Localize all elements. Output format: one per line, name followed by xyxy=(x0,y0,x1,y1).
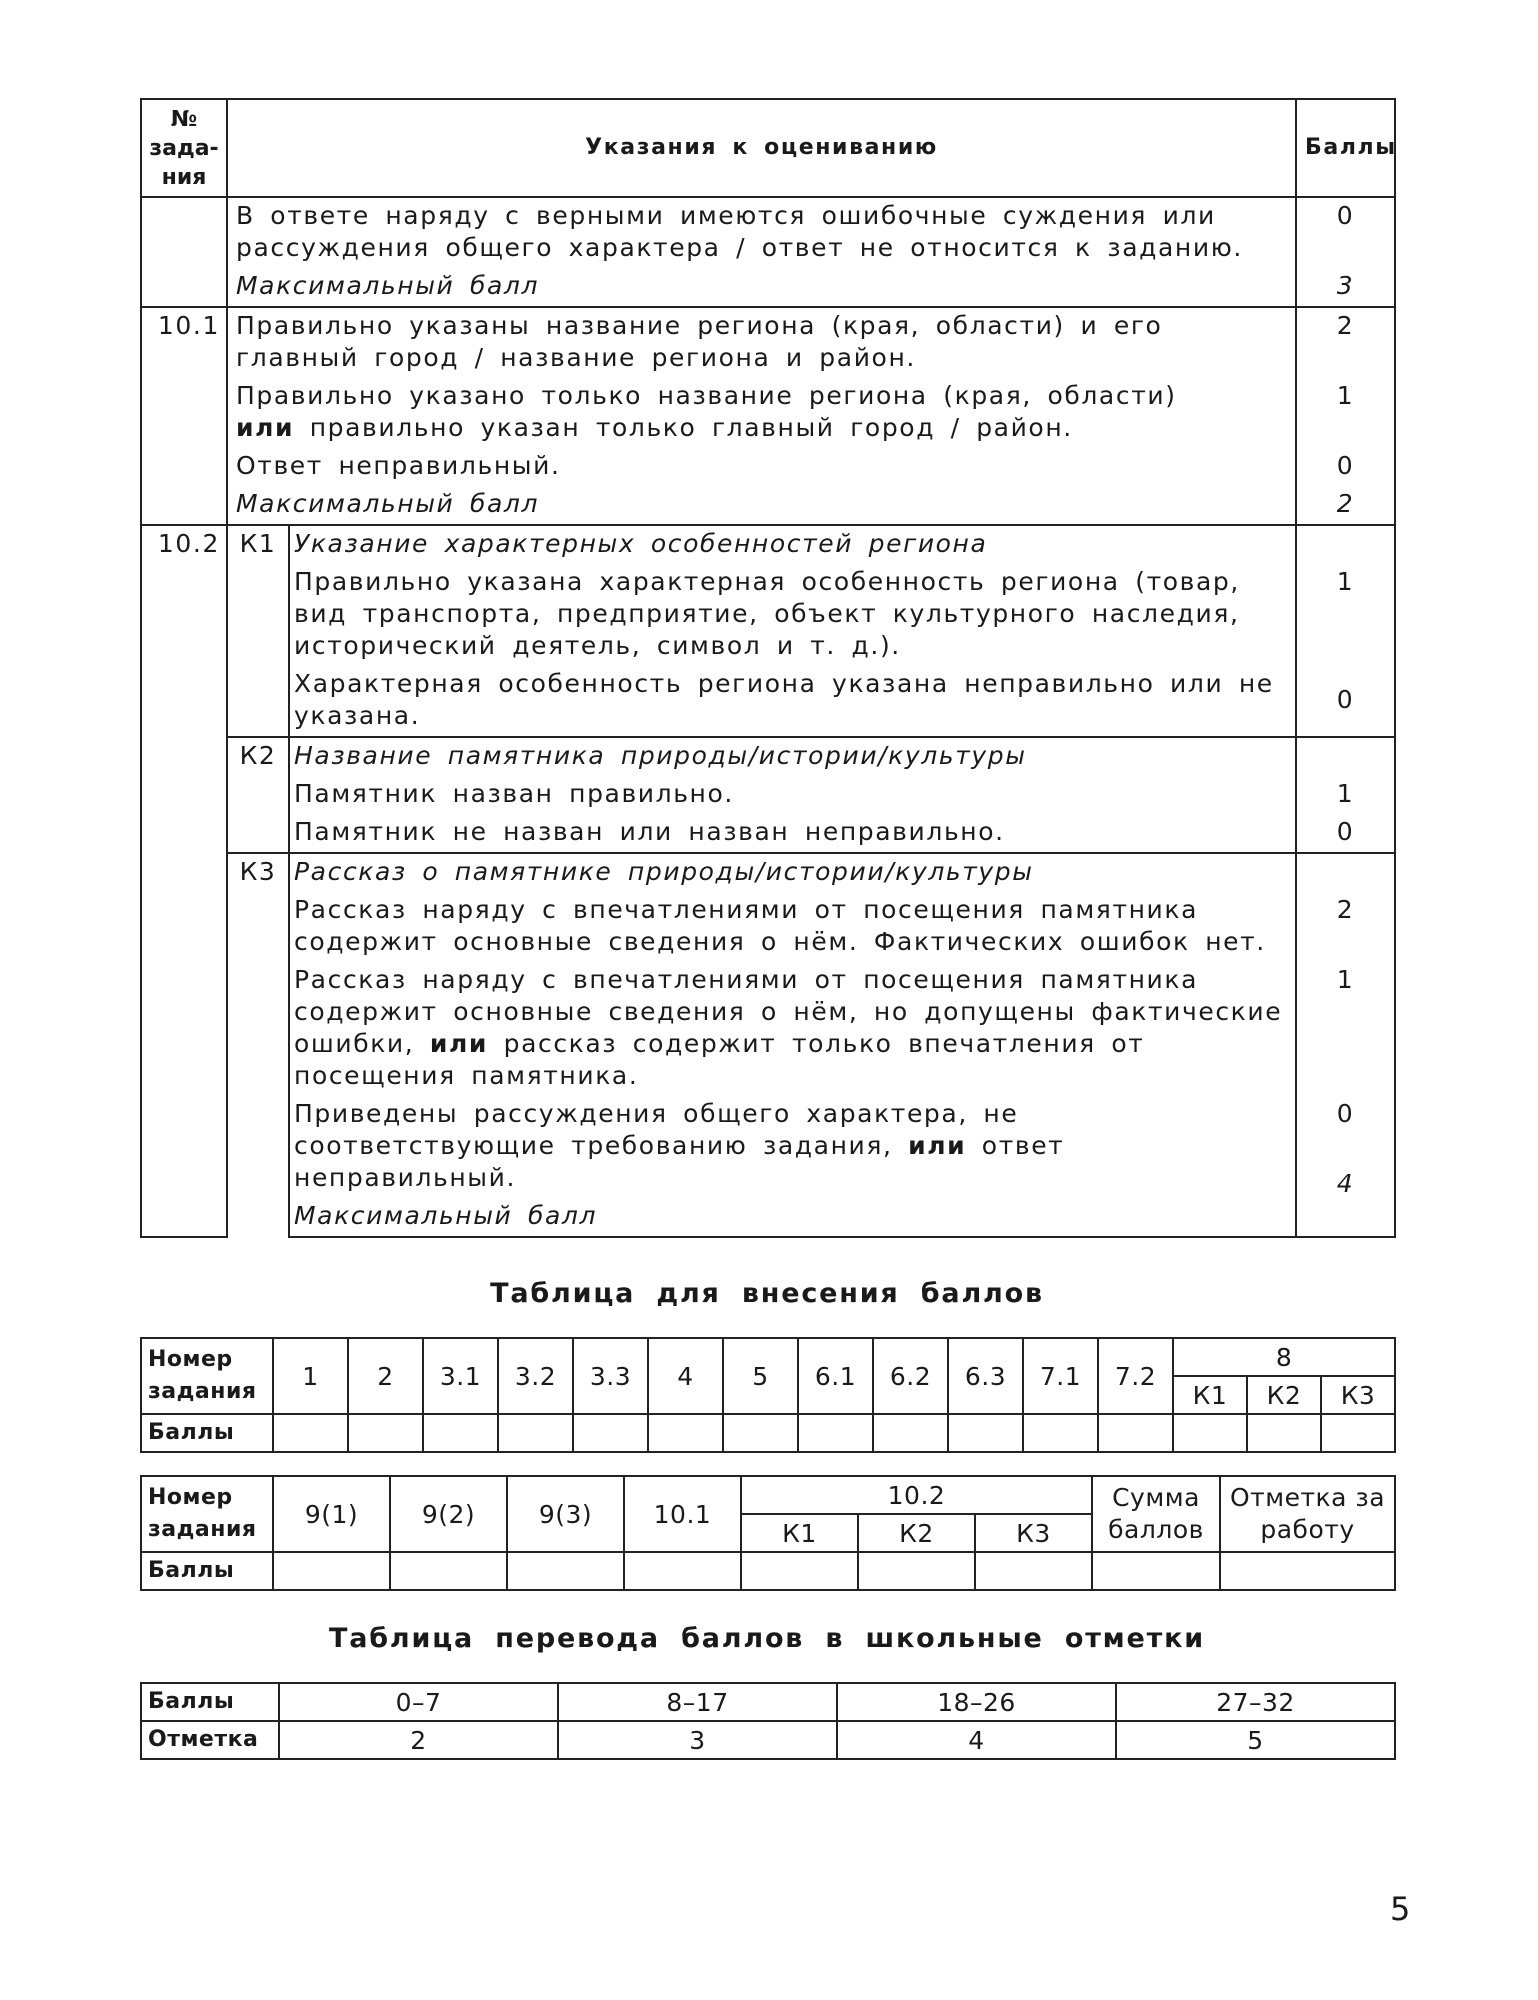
points-entry-cell[interactable] xyxy=(723,1414,798,1452)
mark-cell: 2 xyxy=(279,1721,558,1759)
points-entry-cell[interactable] xyxy=(1092,1552,1220,1590)
criteria-row-10-1 xyxy=(141,307,1395,525)
points-entry-cell[interactable] xyxy=(975,1552,1092,1590)
points-entry-cell[interactable] xyxy=(273,1414,348,1452)
points-entry-cell[interactable] xyxy=(498,1414,573,1452)
criteria-text: Рассказ наряду с впечатлениями от посещения памятника содержит основные сведения о нём. Фактических ошибок нет. xyxy=(294,895,1266,956)
points-row xyxy=(141,1552,1395,1590)
criteria-text: Правильно указаны название региона (края, области) и его главный город / название региона и район. xyxy=(236,311,1163,372)
task-group-cell: 10.2 xyxy=(741,1476,1092,1514)
max-score-label: Максимальный балл xyxy=(236,271,540,300)
points-entry-cell[interactable] xyxy=(858,1552,975,1590)
task-cell: 3.2 xyxy=(498,1338,573,1414)
points-value: 2 xyxy=(1336,895,1355,924)
subtask-cell: К2 xyxy=(858,1514,975,1552)
points-entry-cell[interactable] xyxy=(423,1414,498,1452)
header-task-number: № зада- ния xyxy=(141,99,227,197)
subtask-cell: К3 xyxy=(975,1514,1092,1552)
criterion-title: Название памятника природы/истории/культуры xyxy=(294,741,1027,770)
points-entry-cell[interactable] xyxy=(1247,1414,1321,1452)
header-instructions: Указания к оцениванию xyxy=(227,99,1296,197)
points-value: 0 xyxy=(1336,817,1355,846)
points-entry-cell[interactable] xyxy=(741,1552,858,1590)
criterion-code: К2 xyxy=(227,737,289,853)
mark-cell: 5 xyxy=(1116,1721,1395,1759)
task-cell: 5 xyxy=(723,1338,798,1414)
task-cell: 4 xyxy=(648,1338,723,1414)
criteria-row-10-2-k3 xyxy=(141,853,1395,1237)
points-range-cell: 8–17 xyxy=(558,1683,837,1721)
task-cell: 9(2) xyxy=(390,1476,507,1552)
points-entry-cell[interactable] xyxy=(624,1552,741,1590)
points-entry-cell[interactable] xyxy=(273,1552,390,1590)
task-cell: 2 xyxy=(348,1338,423,1414)
points-entry-cell[interactable] xyxy=(507,1552,624,1590)
task-number-row xyxy=(141,1338,1395,1376)
subtask-cell: К2 xyxy=(1247,1376,1321,1414)
criteria-text: Рассказ наряду с впечатлениями от посещения памятника содержит основные сведения о нём, но допущены фактические ошибки, или рассказ содержит только впечатления от посещения памятника. xyxy=(294,965,1283,1090)
row-label-mark: Отметка xyxy=(141,1721,279,1759)
points-entry-cell[interactable] xyxy=(1023,1414,1098,1452)
points-value: 2 xyxy=(1336,311,1355,340)
points-entry-cell[interactable] xyxy=(648,1414,723,1452)
max-score-value: 2 xyxy=(1336,489,1355,518)
task-number: 10.1 xyxy=(141,307,227,525)
points-value: 0 xyxy=(1336,685,1355,714)
task-cell: 3.3 xyxy=(573,1338,648,1414)
task-cell: 6.3 xyxy=(948,1338,1023,1414)
points-entry-cell[interactable] xyxy=(1321,1414,1395,1452)
points-row xyxy=(141,1414,1395,1452)
conversion-points-row xyxy=(141,1683,1395,1721)
criteria-text: Памятник не назван или назван неправильно. xyxy=(294,817,1005,846)
max-score-value: 3 xyxy=(1336,271,1355,300)
sum-label-cell: Сумма баллов xyxy=(1092,1476,1220,1552)
task-cell: 7.2 xyxy=(1098,1338,1173,1414)
row-label-task: Номер задания xyxy=(141,1338,273,1414)
subtask-cell: К1 xyxy=(1173,1376,1247,1414)
points-value: 1 xyxy=(1336,567,1355,596)
task-cell: 7.1 xyxy=(1023,1338,1098,1414)
subtask-cell: К1 xyxy=(741,1514,858,1552)
task-number-row xyxy=(141,1476,1395,1514)
points-entry-cell[interactable] xyxy=(348,1414,423,1452)
points-entry-cell[interactable] xyxy=(573,1414,648,1452)
criteria-row-10-2-k2 xyxy=(141,737,1395,853)
points-value: 0 xyxy=(1336,201,1355,230)
mark-label-cell: Отметка за работу xyxy=(1220,1476,1395,1552)
points-range-cell: 18–26 xyxy=(837,1683,1116,1721)
points-entry-cell[interactable] xyxy=(1173,1414,1247,1452)
criterion-title: Указание характерных особенностей региона xyxy=(294,529,988,558)
page xyxy=(140,98,1397,1760)
criteria-text: Ответ неправильный. xyxy=(236,451,561,480)
conversion-table xyxy=(140,1682,1396,1760)
points-entry-cell[interactable] xyxy=(390,1552,507,1590)
task-cell: 1 xyxy=(273,1338,348,1414)
score-table-1 xyxy=(140,1337,1396,1453)
row-label-task: Номер задания xyxy=(141,1476,273,1552)
criteria-text: В ответе наряду с верными имеются ошибочные суждения или рассуждения общего характера / ответ не относится к заданию. xyxy=(236,201,1243,262)
mark-cell: 3 xyxy=(558,1721,837,1759)
task-cell: 3.1 xyxy=(423,1338,498,1414)
max-score-label: Максимальный балл xyxy=(236,489,540,518)
row-label-points: Баллы xyxy=(141,1552,273,1590)
header-points: Баллы xyxy=(1296,99,1395,197)
points-entry-cell[interactable] xyxy=(948,1414,1023,1452)
points-range-cell: 27–32 xyxy=(1116,1683,1395,1721)
points-entry-cell[interactable] xyxy=(1220,1552,1395,1590)
criteria-table xyxy=(140,98,1396,1238)
criterion-title: Рассказ о памятнике природы/истории/культуры xyxy=(294,857,1034,886)
task-cell: 9(3) xyxy=(507,1476,624,1552)
criteria-row-continuation xyxy=(141,197,1395,307)
page-number: 5 xyxy=(1390,1890,1411,1928)
score-table-title: Таблица для внесения баллов xyxy=(490,1278,1044,1309)
task-group-cell: 8 xyxy=(1173,1338,1395,1376)
conversion-mark-row xyxy=(141,1721,1395,1759)
task-cell: 6.2 xyxy=(873,1338,948,1414)
max-score-label: Максимальный балл xyxy=(294,1201,598,1230)
criteria-row-10-2-k1 xyxy=(141,525,1395,737)
task-cell: 10.1 xyxy=(624,1476,741,1552)
row-label-points: Баллы xyxy=(141,1683,279,1721)
task-number: 10.2 xyxy=(141,525,227,1237)
criteria-text: Правильно указана характерная особенность региона (товар, вид транспорта, предприятие, объект культурного наследия, исторический деятель, символ и т. д.). xyxy=(294,567,1240,660)
points-value: 0 xyxy=(1336,451,1355,480)
points-entry-cell[interactable] xyxy=(1098,1414,1173,1452)
points-value: 0 xyxy=(1336,1099,1355,1128)
points-value: 1 xyxy=(1336,779,1355,808)
criteria-text: Памятник назван правильно. xyxy=(294,779,734,808)
criteria-header-row xyxy=(141,99,1395,197)
points-entry-cell[interactable] xyxy=(798,1414,873,1452)
points-entry-cell[interactable] xyxy=(873,1414,948,1452)
criteria-text: Приведены рассуждения общего характера, не соответствующие требованию задания, или ответ неправильный. xyxy=(294,1099,1065,1192)
points-range-cell: 0–7 xyxy=(279,1683,558,1721)
conversion-table-title: Таблица перевода баллов в школьные отметки xyxy=(329,1623,1205,1654)
criterion-code: К3 xyxy=(227,853,289,1237)
task-cell: 9(1) xyxy=(273,1476,390,1552)
row-label-points: Баллы xyxy=(141,1414,273,1452)
points-value: 1 xyxy=(1336,965,1355,994)
task-cell: 6.1 xyxy=(798,1338,873,1414)
criterion-code: К1 xyxy=(227,525,289,737)
max-score-value: 4 xyxy=(1336,1169,1355,1198)
score-table-2 xyxy=(140,1475,1396,1591)
criteria-text: Правильно указано только название региона (края, области) или правильно указан только главный город / район. xyxy=(236,381,1177,442)
criteria-text: Характерная особенность региона указана неправильно или не указана. xyxy=(294,669,1274,730)
points-value: 1 xyxy=(1336,381,1355,410)
subtask-cell: К3 xyxy=(1321,1376,1395,1414)
mark-cell: 4 xyxy=(837,1721,1116,1759)
